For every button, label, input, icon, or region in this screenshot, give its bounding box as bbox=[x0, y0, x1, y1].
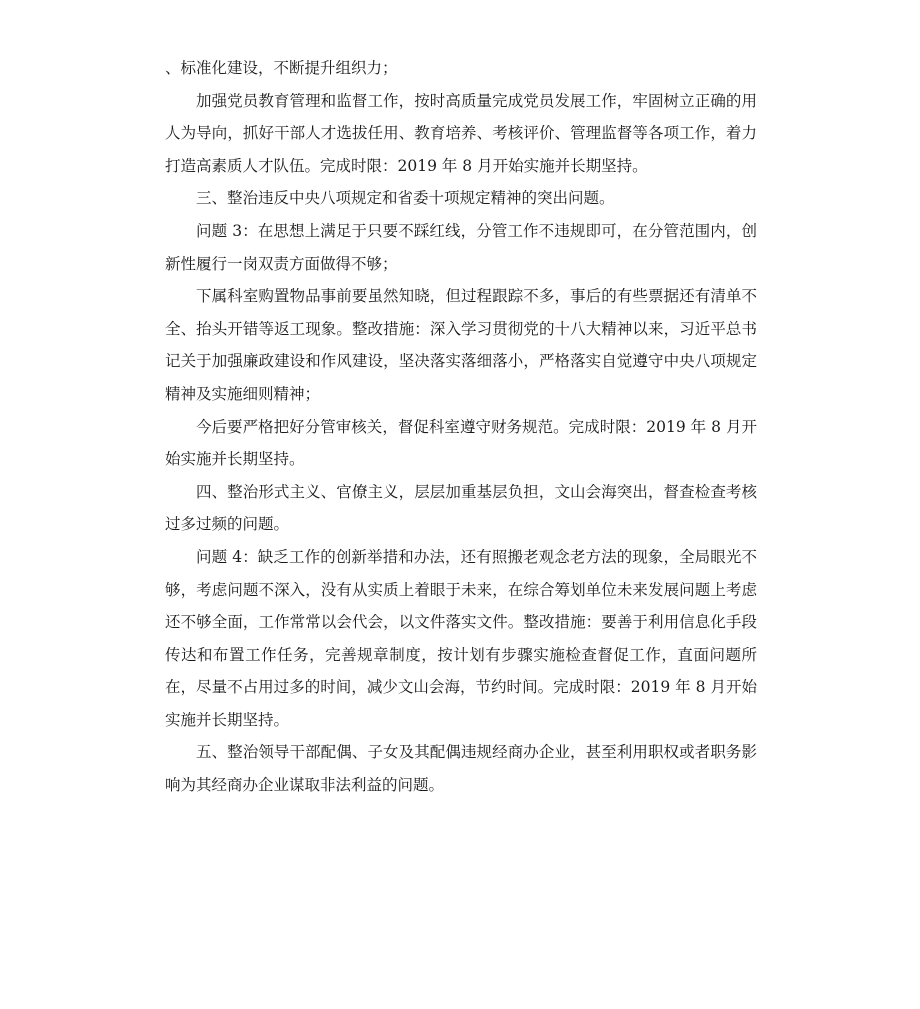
paragraph-party-member-management: 加强党员教育管理和监督工作，按时高质量完成党员发展工作，牢固树立正确的用人为导向，抓好干部人才选拔任用、教育培养、考核评价、管理监督等各项工作，着力打造高素质人才队伍。完成时限：2019 年 8 月开始实施并长期坚持。 bbox=[165, 91, 757, 175]
section-heading-five: 五、整治领导干部配偶、子女及其配偶违规经商办企业，甚至利用职权或者职务影响为其经商办企业谋取非法利益的问题。 bbox=[165, 743, 757, 795]
paragraph-problem-3: 问题 3：在思想上满足于只要不踩红线，分管工作不违规即可，在分管范围内，创新性履行一岗双责方面做得不够； bbox=[165, 221, 757, 273]
document-body bbox=[165, 52, 757, 802]
section-heading-three: 三、整治违反中央八项规定和省委十项规定精神的突出问题。 bbox=[196, 189, 615, 208]
section-heading-four: 四、整治形式主义、官僚主义，层层加重基层负担，文山会海突出，督查检查考核过多过频的问题。 bbox=[165, 482, 757, 534]
paragraph-financial-review: 今后要严格把好分管审核关，督促科室遵守财务规范。完成时限：2019 年 8 月开始实施并长期坚持。 bbox=[165, 417, 757, 469]
paragraph-problem-4: 问题 4：缺乏工作的创新举措和办法，还有照搬老观念老方法的现象，全局眼光不够，考虑问题不深入，没有从实质上着眼于未来，在综合筹划单位未来发展问题上考虑还不够全面，工作常常以会代会，以文件落实文件。整改措施：要善于利用信息化手段传达和布置工作任务，完善规章制度，按计划有步骤实施检查督促工作，直面问题所在，尽量不占用过多的时间，减少文山会海，节约时间。完成时限：2019 年 8 月开始实施并长期坚持。 bbox=[165, 547, 757, 729]
paragraph-procurement-measures: 下属科室购置物品事前要虽然知晓，但过程跟踪不多，事后的有些票据还有清单不全、抬头开错等返工现象。整改措施：深入学习贯彻党的十八大精神以来，习近平总书记关于加强廉政建设和作风建设，坚决落实落细落小，严格落实自觉遵守中央八项规定精神及实施细则精神； bbox=[165, 287, 757, 403]
paragraph-continuation: 、标准化建设，不断提升组织力； bbox=[165, 59, 398, 77]
